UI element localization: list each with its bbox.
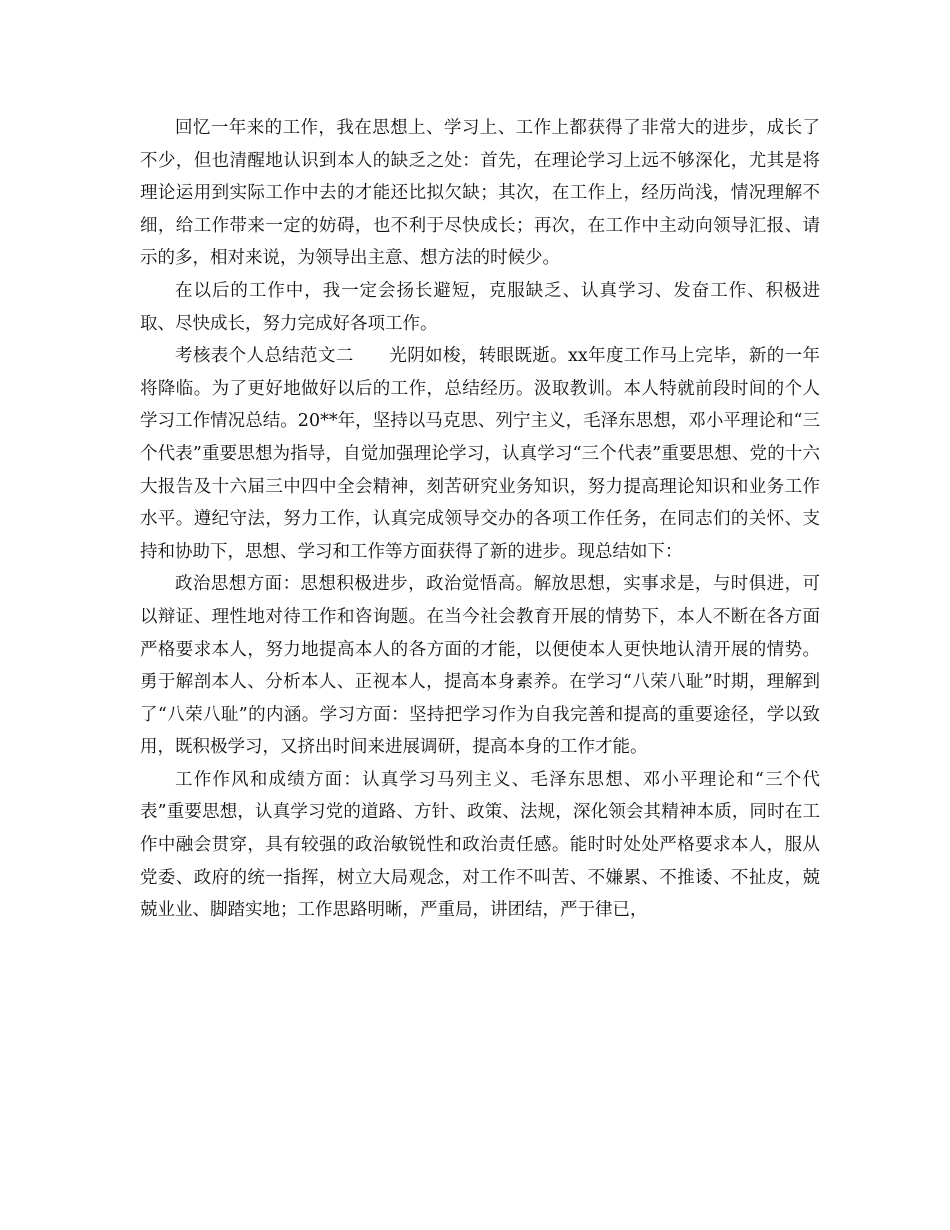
paragraph-future-work: 在以后的工作中，我一定会扬长避短，克服缺乏、认真学习、发奋工作、积极进取、尽快成长，努力完成好各项工作。	[140, 280, 820, 334]
paragraph-work-style: 工作作风和成绩方面：认真学习马列主义、毛泽东思想、邓小平理论和“三个代表”重要思想，认真学习党的道路、方针、政策、法规，深化领会其精神本质，同时在工作中融会贯穿，具有较强的政治敏锐性和政治责任感。能时时处处严格要求本人，服从党委、政府的统一指挥，树立大局观念，对工作不叫苦、不嫌累、不推诿、不扯皮，兢兢业业、脚踏实地；工作思路明晰，严重局，讲团结，严于律已，	[140, 769, 820, 921]
document-page	[140, 112, 820, 927]
paragraph-review: 回忆一年来的工作，我在思想上、学习上、工作上都获得了非常大的进步，成长了不少，但也清醒地认识到本人的缺乏之处：首先，在理论学习上远不够深化，尤其是将理论运用到实际工作中去的才能还比拟欠缺；其次，在工作上，经历尚浅，情况理解不细，给工作带来一定的妨碍，也不利于尽快成长；再次，在工作中主动向领导汇报、请示的多，相对来说，为领导出主意、想方法的时候少。	[140, 118, 820, 269]
paragraph-summary-intro: 考核表个人总结范文二 光阴如梭，转眼既逝。xx年度工作马上完毕，新的一年将降临。为了更好地做好以后的工作，总结经历。汲取教训。本人特就前段时间的个人学习工作情况总结。20**年，坚持以马克思、列宁主义，毛泽东思想，邓小平理论和“三个代表”重要思想为指导，自觉加强理论学习，认真学习“三个代表”重要思想、党的十六大报告及十六届三中四中全会精神，刻苦研究业务知识，努力提高理论知识和业务工作水平。遵纪守法，努力工作，认真完成领导交办的各项工作任务，在同志们的关怀、支持和协助下，思想、学习和工作等方面获得了新的进步。现总结如下：	[140, 346, 820, 562]
paragraph-political-thought: 政治思想方面：思想积极进步，政治觉悟高。解放思想，实事求是，与时俱进，可以辩证、理性地对待工作和咨询题。在当今社会教育开展的情势下，本人不断在各方面严格要求本人，努力地提高本人的各方面的才能，以便使本人更快地认清开展的情势。勇于解剖本人、分析本人、正视本人，提高本身素养。在学习“八荣八耻”时期，理解到了“八荣八耻”的内涵。学习方面：坚持把学习作为自我完善和提高的重要途径，学以致用，既积极学习，又挤出时间来进展调研，提高本身的工作才能。	[140, 574, 820, 758]
